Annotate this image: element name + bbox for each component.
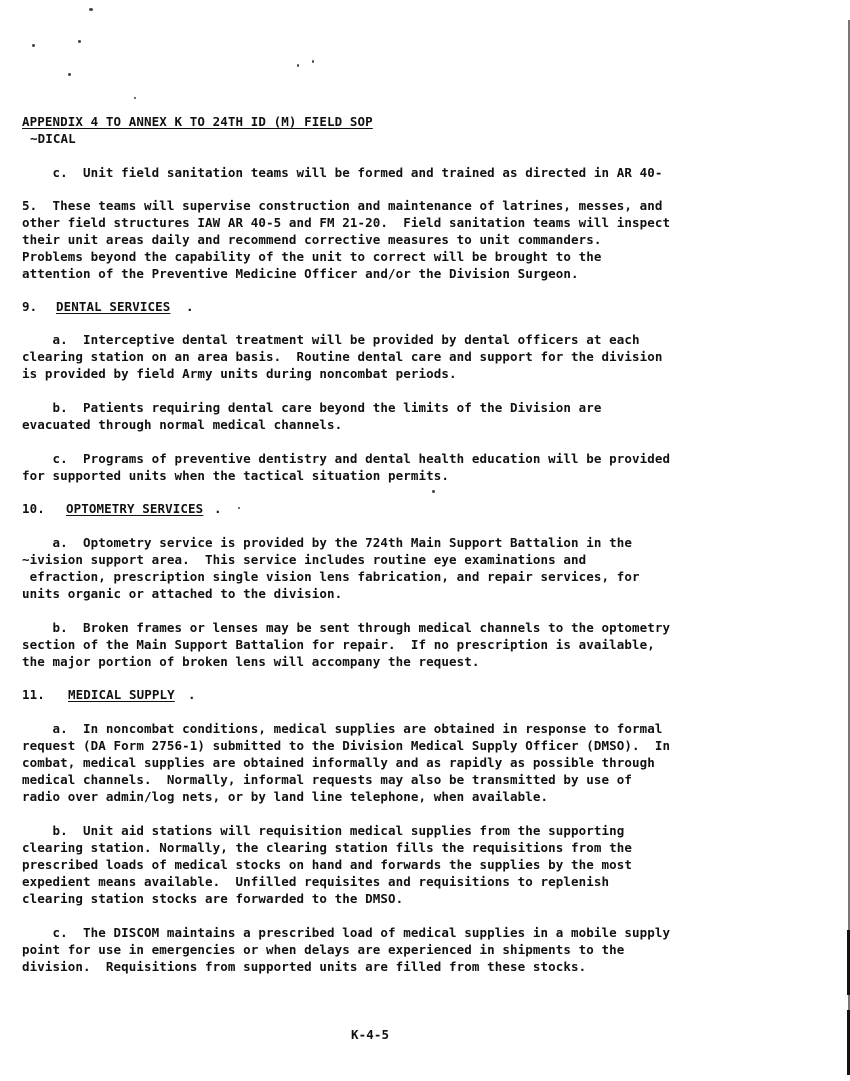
paragraph-line: for supported units when the tactical situation permits. — [22, 468, 450, 483]
paragraph-line: other field structures IAW AR 40-5 and FM 21-20. Field sanitation teams will inspect — [22, 215, 671, 230]
paragraph-line: their unit areas daily and recommend corrective measures to unit commanders. — [22, 232, 602, 247]
paragraph-line: c. Programs of preventive dentistry and dental health education will be provided — [22, 451, 671, 466]
paragraph-line: Problems beyond the capability of the unit to correct will be brought to the — [22, 249, 602, 264]
document-subtitle: ~DICAL — [30, 131, 76, 146]
section-heading: DENTAL SERVICES — [56, 299, 171, 314]
paragraph-line: b. Unit aid stations will requisition medical supplies from the supporting — [22, 823, 625, 838]
scan-speck — [68, 73, 71, 76]
scan-speck — [134, 97, 136, 99]
paragraph-line: attention of the Preventive Medicine Officer and/or the Division Surgeon. — [22, 266, 579, 281]
paragraph-line: c. The DISCOM maintains a prescribed load of medical supplies in a mobile supply — [22, 925, 671, 940]
section-number: 11. — [22, 687, 45, 702]
heading-period: . — [188, 687, 196, 702]
heading-period: . — [186, 299, 194, 314]
scan-speck — [78, 40, 81, 43]
paragraph-line: b. Broken frames or lenses may be sent through medical channels to the optometry — [22, 620, 671, 635]
paragraph-line: clearing station on an area basis. Routine dental care and support for the division — [22, 349, 663, 364]
scan-speck — [312, 60, 314, 63]
section-number: 10. — [22, 501, 45, 516]
paragraph-line: a. Interceptive dental treatment will be provided by dental officers at each — [22, 332, 640, 347]
paragraph-line: division. Requisitions from supported units are filled from these stocks. — [22, 959, 587, 974]
paragraph-line: efraction, prescription single vision lens fabrication, and repair services, for — [22, 569, 640, 584]
section-heading: OPTOMETRY SERVICES — [66, 501, 204, 516]
document-title: APPENDIX 4 TO ANNEX K TO 24TH ID (M) FIELD SOP — [22, 114, 373, 129]
scan-speck — [238, 507, 240, 509]
paragraph-line: c. Unit field sanitation teams will be formed and trained as directed in AR 40- — [22, 165, 663, 180]
paragraph-line: request (DA Form 2756-1) submitted to the Division Medical Supply Officer (DMSO). In — [22, 738, 671, 753]
paragraph-line: medical channels. Normally, informal requests may also be transmitted by use of — [22, 772, 633, 787]
paragraph-line: a. In noncombat conditions, medical supplies are obtained in response to formal — [22, 721, 663, 736]
paragraph-line: clearing station. Normally, the clearing station fills the requisitions from the — [22, 840, 633, 855]
scan-speck — [297, 64, 299, 67]
paragraph-line: radio over admin/log nets, or by land line telephone, when available. — [22, 789, 549, 804]
paragraph-line: expedient means available. Unfilled requisites and requisitions to replenish — [22, 874, 610, 889]
paragraph-line: 5. These teams will supervise construction and maintenance of latrines, messes, and — [22, 198, 663, 213]
paragraph-line: prescribed loads of medical stocks on hand and forwards the supplies by the most — [22, 857, 633, 872]
paragraph-line: b. Patients requiring dental care beyond the limits of the Division are — [22, 400, 602, 415]
paragraph-line: combat, medical supplies are obtained informally and as rapidly as possible through — [22, 755, 655, 770]
paragraph-line: clearing station stocks are forwarded to the DMSO. — [22, 891, 404, 906]
scan-speck — [32, 44, 35, 47]
paragraph-line: point for use in emergencies or when delays are experienced in shipments to the — [22, 942, 625, 957]
paragraph-line: units organic or attached to the division. — [22, 586, 343, 601]
paragraph-line: evacuated through normal medical channels. — [22, 417, 343, 432]
scan-speck — [89, 8, 93, 11]
section-number: 9. — [22, 299, 38, 314]
section-heading: MEDICAL SUPPLY — [68, 687, 175, 702]
paragraph-line: the major portion of broken lens will accompany the request. — [22, 654, 480, 669]
paragraph-line: a. Optometry service is provided by the 724th Main Support Battalion in the — [22, 535, 633, 550]
paragraph-line: section of the Main Support Battalion for repair. If no prescription is available, — [22, 637, 655, 652]
heading-period: . — [214, 501, 222, 516]
paragraph-line: ~ivision support area. This service includes routine eye examinations and — [22, 552, 587, 567]
paragraph-line: is provided by field Army units during noncombat periods. — [22, 366, 457, 381]
scan-speck — [432, 490, 435, 493]
page-number: K-4-5 — [351, 1027, 390, 1042]
